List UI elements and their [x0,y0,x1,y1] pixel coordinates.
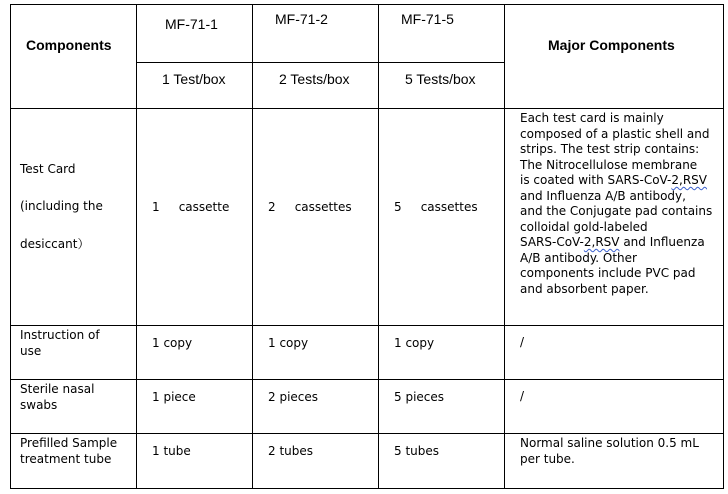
quantity: 5 pieces [394,390,445,404]
description-line: A/B antibody. Other [520,250,637,265]
description-text: and Influenza [619,235,705,249]
component-name: (including the [20,199,103,213]
component-name [20,328,100,359]
pack-size: 5 Tests/box [405,71,476,87]
quantity: 1 copy [394,336,435,350]
major-component-line: per tube. [520,451,575,466]
quantity: 5 tubes [394,444,440,458]
table-border-bottom [10,488,724,489]
component-name-line: swabs [20,397,58,412]
quantity: 2 tubes [268,444,314,458]
pack-size: 1 Test/box [162,71,226,87]
quantity: 2 pieces [268,390,319,404]
test-card-description [520,111,720,297]
major-component: / [520,335,525,349]
table-border-right [723,4,724,489]
component-name-line: Instruction of [20,328,100,342]
product-code: MF-71-2 [275,11,328,27]
spellcheck-mark: 2,RSV [583,235,620,249]
spellcheck-mark: 2,RSV [671,173,708,187]
component-name-line: Prefilled Sample [20,436,118,450]
major-component [520,436,699,467]
quantity: 1 copy [152,336,193,350]
column-divider [136,4,137,489]
quantity: 1 piece [152,390,196,404]
column-divider [378,4,379,489]
component-name: Test Card [20,162,76,176]
row-divider [10,108,724,109]
row-divider [10,379,724,380]
description-line: and Influenza A/B antibody, [520,188,686,203]
description-line: and the Conjugate pad contains [520,204,713,218]
column-divider [504,4,505,489]
row-divider [10,433,724,434]
table-border-left [10,4,11,489]
header-divider [136,62,504,63]
product-code: MF-71-1 [165,16,218,32]
description-line: and absorbent paper. [520,281,649,296]
description-line [520,235,720,251]
component-name-line: treatment tube [20,451,112,466]
component-name-line: Sterile nasal [20,382,95,396]
quantity: 1 tube [152,444,191,458]
major-component-line: Normal saline solution 0.5 mL [520,436,699,450]
description-line: components include PVC pad [520,266,696,280]
quantity: 5 cassettes [394,200,478,214]
major-component: / [520,389,525,403]
row-divider [10,325,724,326]
description-line: Each test card is mainly [520,111,664,125]
description-text: is coated with SARS-CoV- [520,173,672,187]
major-components-header: Major Components [548,37,675,53]
description-text: SARS-CoV- [520,235,584,249]
components-header: Components [26,37,112,53]
description-line: composed of a plastic shell and [520,126,710,141]
component-name-line: use [20,343,42,358]
description-line: strips. The test strip contains: [520,142,700,156]
product-code: MF-71-5 [401,11,454,27]
description-line: The Nitrocellulose membrane [520,157,698,172]
description-line: colloidal gold-labeled [520,219,648,234]
component-name [20,436,117,467]
column-divider [252,4,253,489]
quantity: 2 cassettes [268,200,352,214]
component-name [20,382,94,413]
description-line [520,173,720,189]
table-border-top [10,4,724,5]
component-name: desiccant） [20,237,90,251]
pack-size: 2 Tests/box [279,71,350,87]
quantity: 1 cassette [152,200,230,214]
quantity: 1 copy [268,336,309,350]
